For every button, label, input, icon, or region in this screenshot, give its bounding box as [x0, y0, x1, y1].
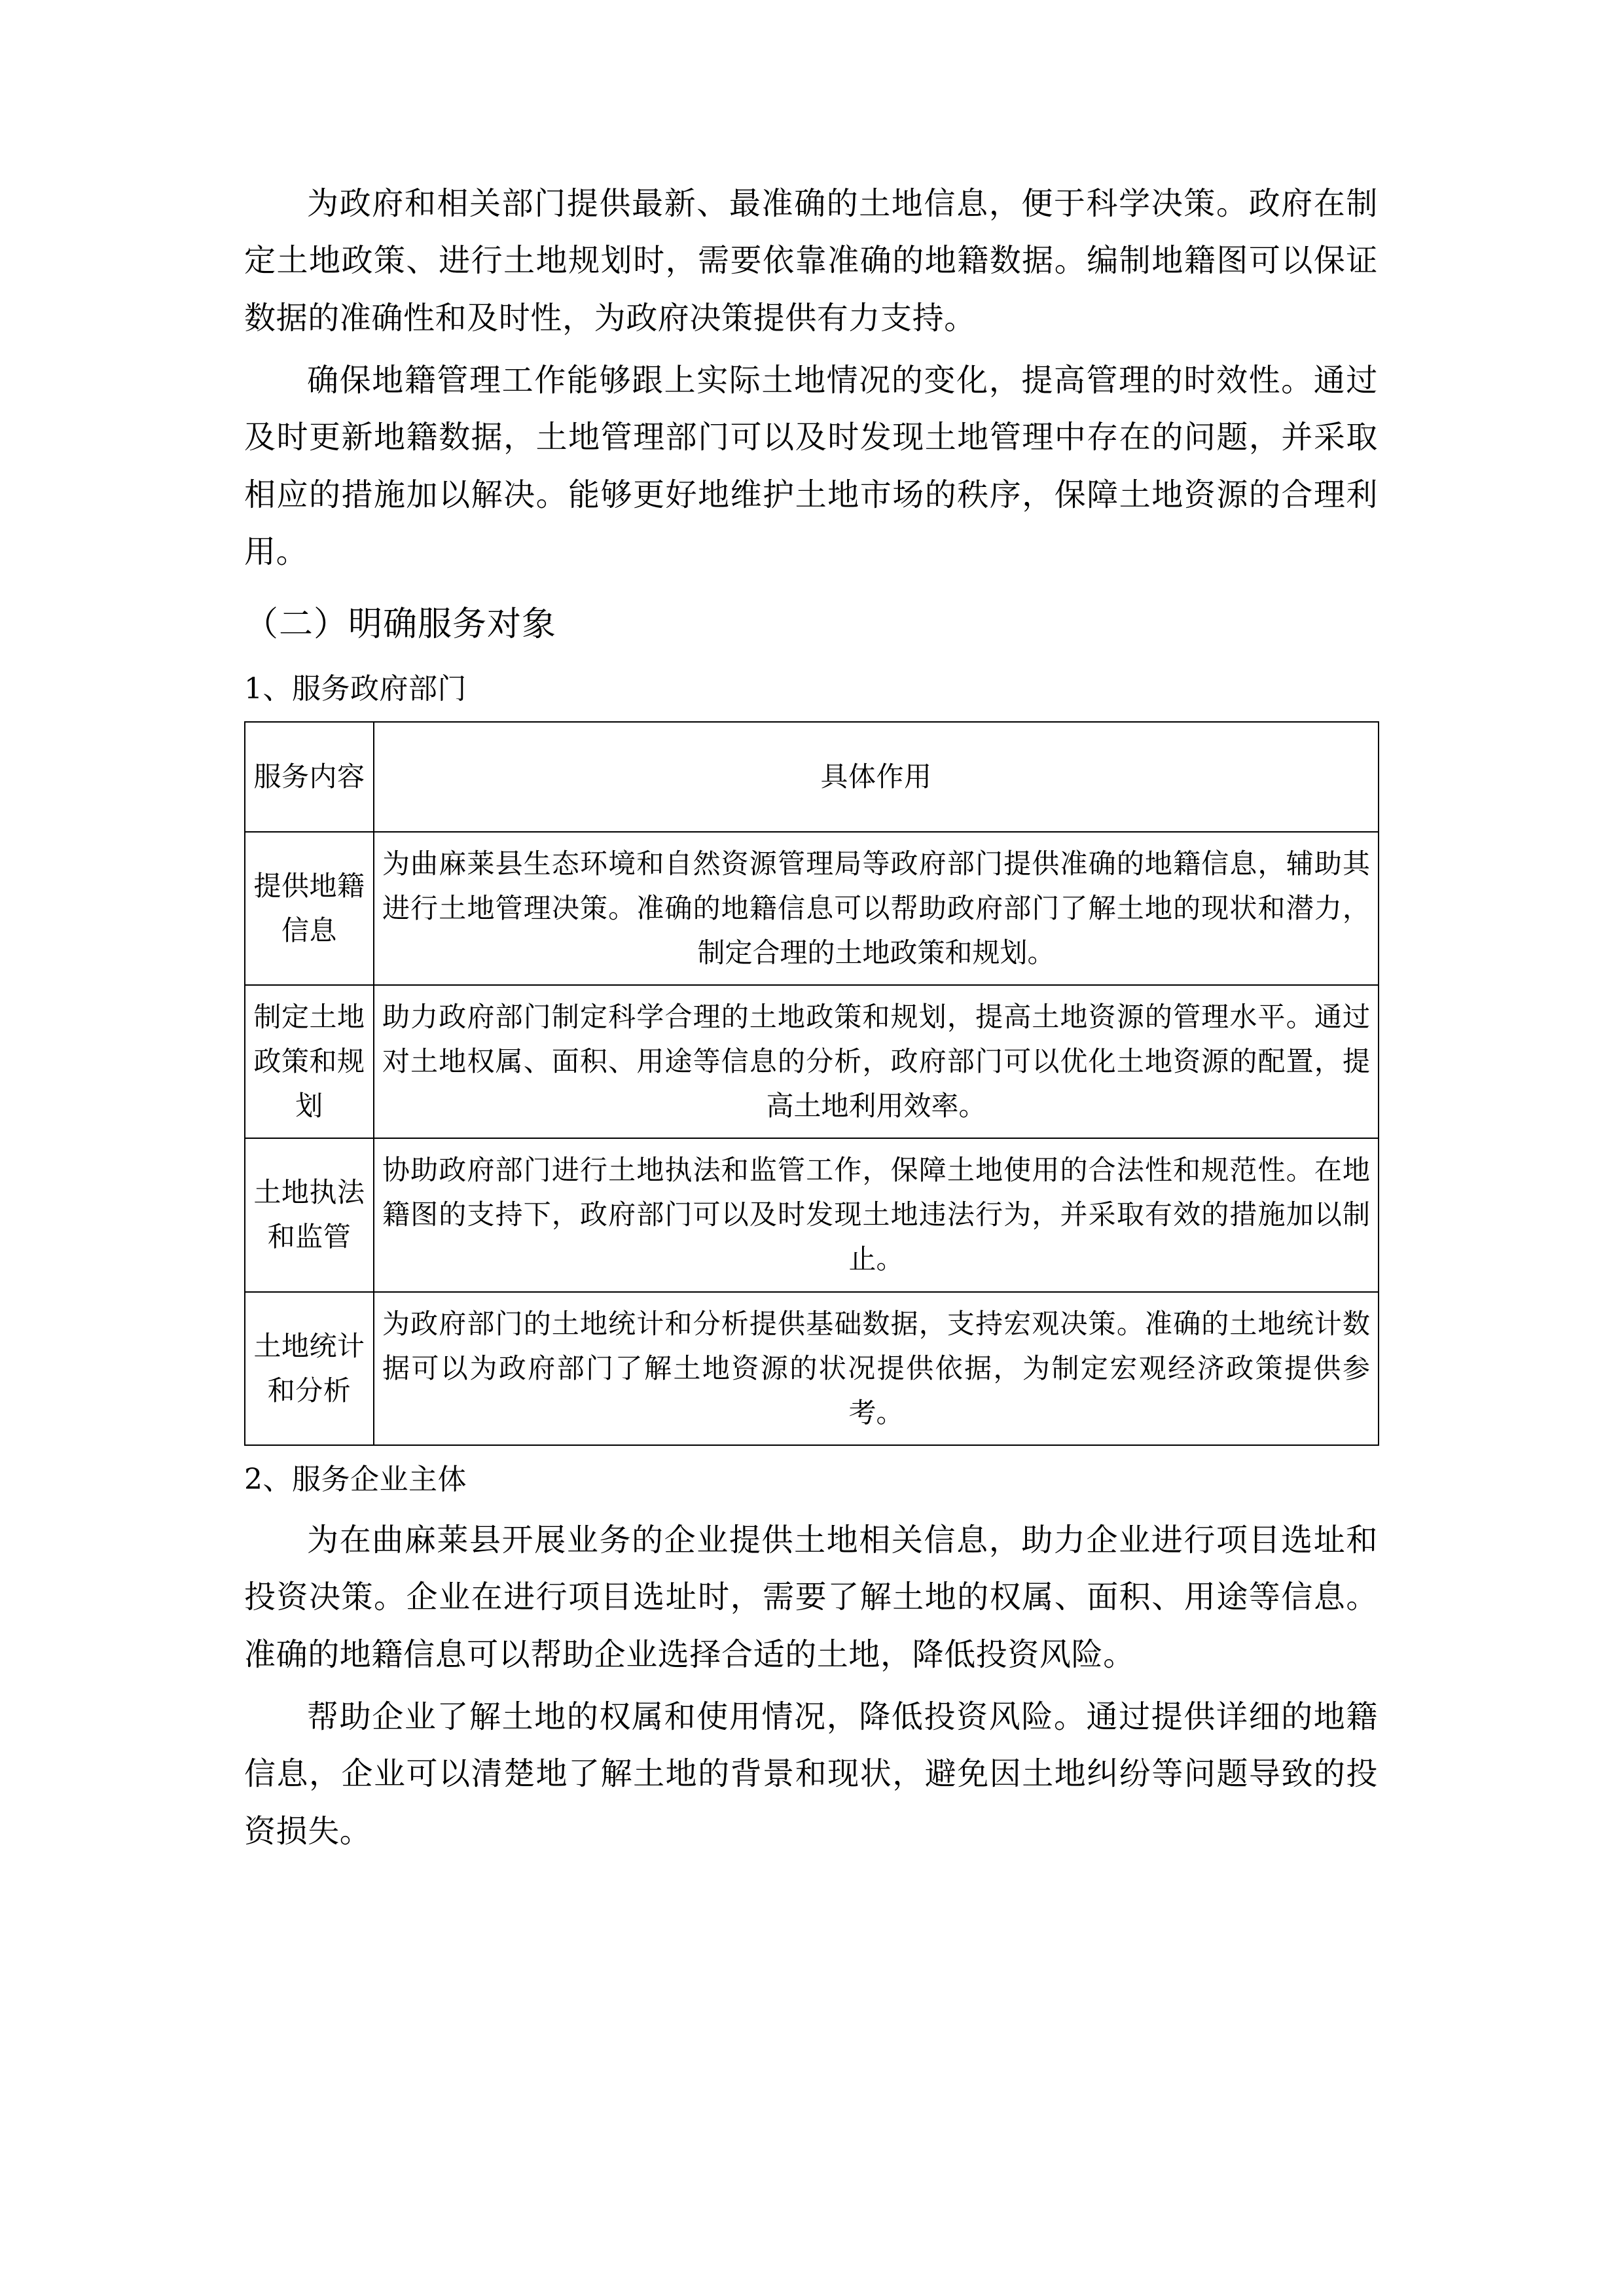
- section-heading: （二）明确服务对象: [244, 604, 557, 644]
- subsection-label-2: 2、服务企业主体: [244, 1462, 467, 1496]
- body-paragraph-3: 为在曲麻莱县开展业务的企业提供土地相关信息，助力企业进行项目选址和投资决策。企业在进行项目选址时，需要了解土地的权属、面积、用途等信息。准确的地籍信息可以帮助企业选择合适的土地，降低投资风险。: [244, 1521, 1378, 1673]
- service-government-table: [244, 721, 1379, 1445]
- table-header-row: [245, 722, 1379, 832]
- table-cell-service-desc: 协助政府部门进行土地执法和监管工作，保障土地使用的合法性和规范性。在地籍图的支持下，政府部门可以及时发现土地违法行为，并采取有效的措施加以制止。: [374, 1138, 1379, 1291]
- table-cell-service-name: 制定土地政策和规划: [245, 985, 374, 1138]
- body-paragraph-1: 为政府和相关部门提供最新、最准确的土地信息，便于科学决策。政府在制定土地政策、进行土地规划时，需要依靠准确的地籍数据。编制地籍图可以保证数据的准确性和及时性，为政府决策提供有力支持。: [244, 185, 1378, 336]
- table-row: [245, 1292, 1379, 1445]
- table-row: [245, 1138, 1379, 1291]
- table-cell-service-name: 提供地籍信息: [245, 832, 374, 985]
- page-content: [244, 0, 1378, 1860]
- table-cell-service-desc: 为曲麻莱县生态环境和自然资源管理局等政府部门提供准确的地籍信息，辅助其进行土地管理决策。准确的地籍信息可以帮助政府部门了解土地的现状和潜力，制定合理的土地政策和规划。: [374, 832, 1379, 985]
- table-header-specific-role: 具体作用: [374, 722, 1379, 832]
- subsection-label-1: 1、服务政府部门: [244, 672, 467, 706]
- table-cell-service-desc: 为政府部门的土地统计和分析提供基础数据，支持宏观决策。准确的土地统计数据可以为政府部门了解土地资源的状况提供依据，为制定宏观经济政策提供参考。: [374, 1292, 1379, 1445]
- body-paragraph-4: 帮助企业了解土地的权属和使用情况，降低投资风险。通过提供详细的地籍信息，企业可以清楚地了解土地的背景和现状，避免因土地纠纷等问题导致的投资损失。: [244, 1698, 1378, 1850]
- table-cell-service-name: 土地统计和分析: [245, 1292, 374, 1445]
- table-cell-service-name: 土地执法和监管: [245, 1138, 374, 1291]
- table-row: [245, 985, 1379, 1138]
- table-header-service-content: 服务内容: [245, 722, 374, 832]
- table-cell-service-desc: 助力政府部门制定科学合理的土地政策和规划，提高土地资源的管理水平。通过对土地权属、面积、用途等信息的分析，政府部门可以优化土地资源的配置，提高土地利用效率。: [374, 985, 1379, 1138]
- body-paragraph-2: 确保地籍管理工作能够跟上实际土地情况的变化，提高管理的时效性。通过及时更新地籍数据，土地管理部门可以及时发现土地管理中存在的问题，并采取相应的措施加以解决。能够更好地维护土地市场的秩序，保障土地资源的合理利用。: [244, 362, 1378, 571]
- table-row: [245, 832, 1379, 985]
